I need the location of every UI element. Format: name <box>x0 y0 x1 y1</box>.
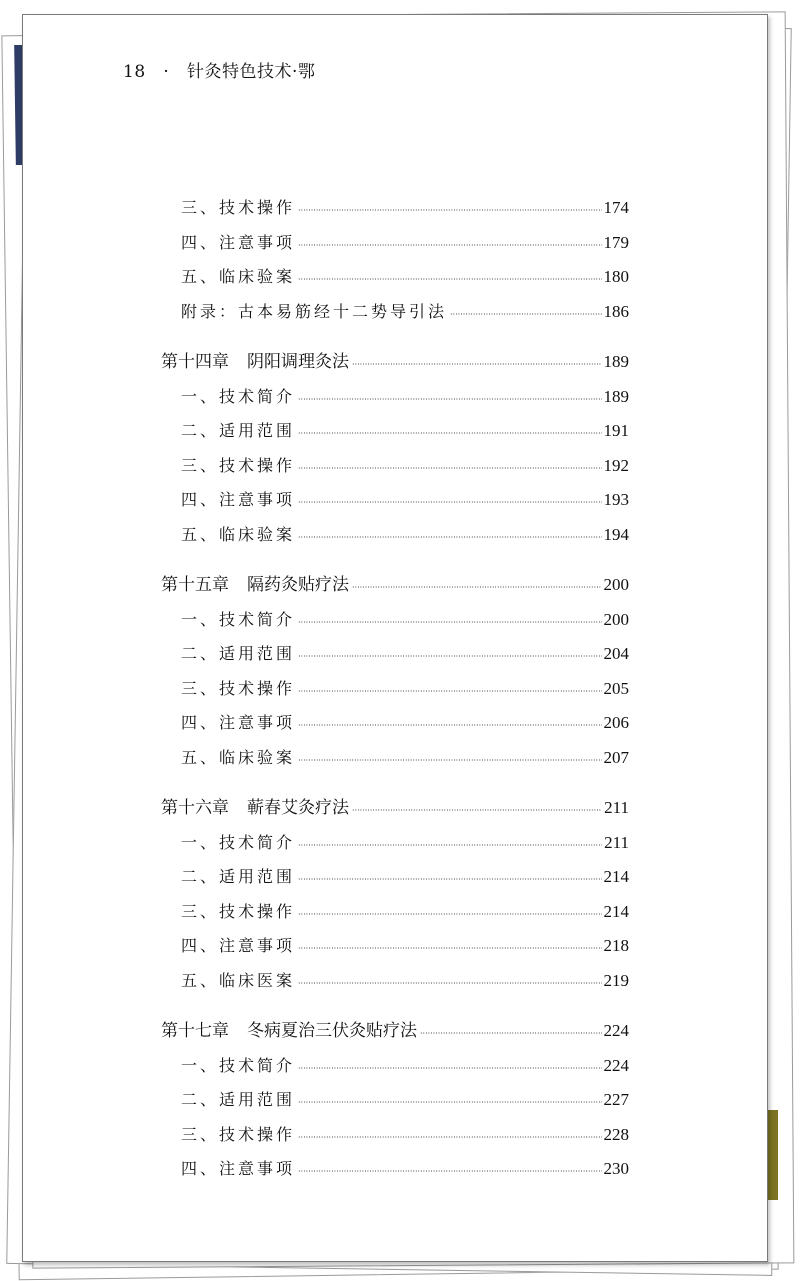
toc-entry-label: 五、临床验案 <box>181 747 296 767</box>
toc-entry-label: 四、注意事项 <box>181 1159 296 1178</box>
toc-entry-label: 三、技术操作 <box>181 1124 296 1144</box>
dot-leader <box>298 744 601 779</box>
chapter-number: 第十五章 <box>161 575 229 595</box>
dot-leader <box>298 486 601 521</box>
dot-leader <box>352 794 602 829</box>
toc-entry-label: 三、技术操作 <box>181 455 296 475</box>
dot-leader <box>352 571 602 606</box>
toc-entry <box>161 895 629 930</box>
dot-leader <box>298 521 601 556</box>
dot-leader <box>298 967 601 1002</box>
toc-entry-label: 二、适用范围 <box>181 644 296 663</box>
toc-entry <box>161 603 629 638</box>
chapter-title: 阴阳调理灸法 <box>247 352 349 372</box>
toc-page-number: 189 <box>603 352 629 371</box>
toc-page-number: 193 <box>603 490 629 509</box>
toc-entry-label: 五、临床验案 <box>181 524 296 544</box>
toc-page-number: 192 <box>603 455 629 475</box>
book-title: 针灸特色技术·鄂 <box>186 62 316 82</box>
toc-entry <box>161 860 629 895</box>
dot-leader <box>298 1086 601 1121</box>
toc-page-number: 200 <box>603 609 629 629</box>
toc-entry <box>161 741 629 776</box>
dot-leader <box>298 898 601 933</box>
toc-entry-label: 四、注意事项 <box>181 713 296 732</box>
running-head <box>123 57 315 82</box>
toc-entry-label: 四、注意事项 <box>181 936 296 955</box>
toc-page-number: 174 <box>603 198 629 217</box>
dot-leader <box>298 1052 601 1087</box>
dot-leader <box>450 298 601 333</box>
toc-page-number: 186 <box>603 301 629 321</box>
book-page <box>22 14 768 1262</box>
toc-page-number: 180 <box>603 267 629 286</box>
dot-leader <box>298 932 601 967</box>
toc-page-number: 219 <box>603 970 629 990</box>
dot-leader <box>298 263 601 298</box>
toc-page-number: 206 <box>603 713 629 732</box>
toc-page-number: 194 <box>603 524 629 544</box>
dot-leader <box>298 606 601 641</box>
toc-entry <box>161 672 629 707</box>
toc-entry <box>161 191 629 226</box>
dot-leader <box>298 194 601 229</box>
toc-entry <box>161 226 629 261</box>
toc-entry-label: 四、注意事项 <box>181 490 296 509</box>
dot-leader <box>298 417 601 452</box>
dot-leader <box>298 863 601 898</box>
toc-entry <box>161 964 629 999</box>
toc-entry-label: 一、技术简介 <box>181 386 296 406</box>
chapter-title: 冬病夏治三伏灸贴疗法 <box>247 1021 417 1041</box>
toc-page-number: 224 <box>603 1055 629 1075</box>
page-number: 18 <box>123 62 146 82</box>
toc-page-number: 218 <box>603 936 629 955</box>
toc-entry <box>161 295 629 330</box>
toc-page-number: 214 <box>603 901 629 921</box>
toc-entry-label: 三、技术操作 <box>181 678 296 698</box>
chapter-title: 隔药灸贴疗法 <box>247 575 349 595</box>
toc-page-number: 179 <box>603 232 629 252</box>
toc-page-number: 228 <box>603 1124 629 1144</box>
dot-leader <box>298 709 601 744</box>
dot-leader <box>352 348 602 383</box>
toc-entry <box>161 1152 629 1187</box>
toc-entry-label: 三、技术操作 <box>181 198 296 217</box>
toc-page-number: 205 <box>603 678 629 698</box>
toc-entry-label: 五、临床医案 <box>181 970 296 990</box>
toc-entry <box>161 1049 629 1084</box>
toc-entry-label: 三、技术操作 <box>181 901 296 921</box>
toc-page-number: 214 <box>603 867 629 886</box>
toc-entry <box>161 518 629 553</box>
toc-entry <box>161 1118 629 1153</box>
toc-entry-label: 二、适用范围 <box>181 1090 296 1109</box>
toc-entry-label: 四、注意事项 <box>181 232 296 252</box>
toc-chapter <box>161 345 629 380</box>
table-of-contents <box>161 191 629 1187</box>
toc-entry <box>161 260 629 295</box>
chapter-title: 蕲春艾灸疗法 <box>247 798 349 818</box>
toc-page-number: 207 <box>603 747 629 767</box>
dot-leader <box>298 640 601 675</box>
cover-edge-olive <box>768 1110 778 1200</box>
dot-leader <box>298 383 601 418</box>
dot-leader <box>298 1121 601 1156</box>
toc-entry-label: 一、技术简介 <box>181 609 296 629</box>
dot-leader <box>298 829 602 864</box>
chapter-number: 第十四章 <box>161 352 229 372</box>
toc-page-number: 224 <box>603 1021 629 1040</box>
toc-chapter <box>161 791 629 826</box>
toc-entry <box>161 449 629 484</box>
toc-entry <box>161 826 629 861</box>
toc-entry-label: 附录：古本易筋经十二势导引法 <box>181 301 448 321</box>
toc-entry <box>161 929 629 964</box>
chapter-number: 第十六章 <box>161 798 229 818</box>
toc-entry <box>161 483 629 518</box>
toc-entry <box>161 706 629 741</box>
toc-page-number: 204 <box>603 644 629 663</box>
dot-leader <box>298 675 601 710</box>
toc-entry <box>161 380 629 415</box>
toc-entry-label: 一、技术简介 <box>181 832 296 852</box>
toc-chapter <box>161 568 629 603</box>
dot-leader <box>298 1155 601 1190</box>
toc-page-number: 189 <box>603 386 629 406</box>
toc-page-number: 227 <box>603 1090 629 1109</box>
toc-page-number: 200 <box>603 575 629 594</box>
dot-leader <box>298 229 601 264</box>
toc-entry <box>161 637 629 672</box>
toc-page-number: 191 <box>603 421 629 440</box>
toc-page-number: 211 <box>604 798 629 817</box>
toc-entry-label: 五、临床验案 <box>181 267 296 286</box>
dot-leader <box>420 1017 602 1052</box>
head-separator: · <box>163 62 170 82</box>
toc-page-number: 211 <box>604 832 629 852</box>
toc-entry-label: 二、适用范围 <box>181 421 296 440</box>
toc-entry <box>161 414 629 449</box>
toc-chapter <box>161 1014 629 1049</box>
toc-page-number: 230 <box>603 1159 629 1178</box>
toc-entry <box>161 1083 629 1118</box>
toc-entry-label: 一、技术简介 <box>181 1055 296 1075</box>
dot-leader <box>298 452 601 487</box>
chapter-number: 第十七章 <box>161 1021 229 1041</box>
toc-entry-label: 二、适用范围 <box>181 867 296 886</box>
